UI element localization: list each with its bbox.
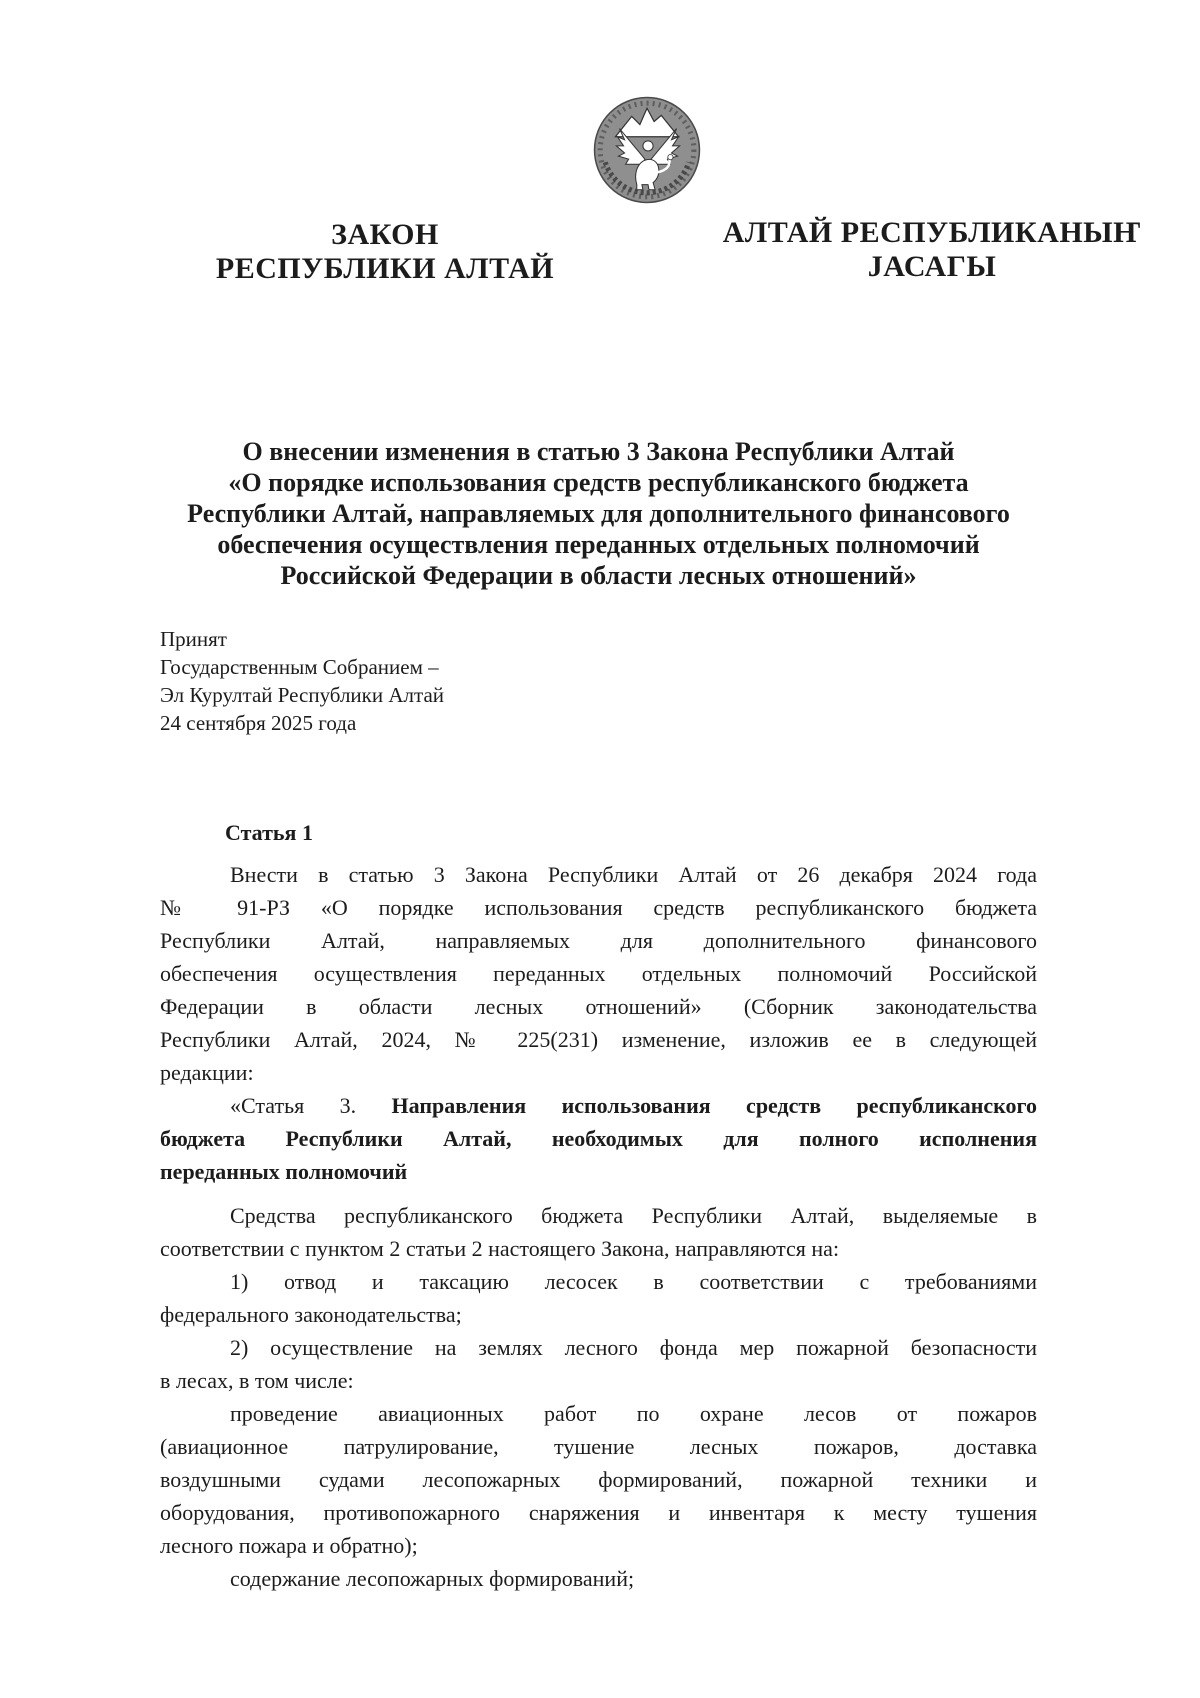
masthead-altai-line1: АЛТАЙ РЕСПУБЛИКАНЫҤ	[722, 216, 1142, 249]
document-title	[160, 436, 1037, 591]
list-item-1-line: 1) отвод и таксацию лесосек в соответствии с требованиями	[230, 1269, 1037, 1294]
body-line: обеспечения осуществления переданных отдельных полномочий Российской	[160, 961, 1037, 986]
body-line: Республики Алтай, 2024, № 225(231) изменение, изложив ее в следующей	[160, 1027, 1037, 1052]
sub-item-line: содержание лесопожарных формирований;	[230, 1566, 635, 1591]
title-line: О внесении изменения в статью 3 Закона Республики Алтай	[242, 437, 955, 466]
adoption-line: Государственным Собранием –	[160, 655, 439, 679]
statya3-bold-text: Направления использования средств республиканского	[391, 1093, 1037, 1118]
adoption-line: Эл Курултай Республики Алтай	[160, 683, 445, 707]
masthead-altai-line2: ЈАСАГЫ	[867, 250, 997, 283]
masthead-russian-line2: РЕСПУБЛИКИ АЛТАЙ	[215, 252, 555, 285]
title-line: «О порядке использования средств республиканского бюджета	[228, 468, 969, 497]
body-line: соответствии с пунктом 2 статьи 2 настоящего Закона, направляются на:	[160, 1236, 840, 1261]
masthead-russian	[165, 218, 605, 286]
article-1-heading: Статья 1	[225, 820, 313, 845]
body-line: № 91-РЗ «О порядке использования средств республиканского бюджета	[160, 895, 1037, 920]
body-line: Федерации в области лесных отношений» (Сборник законодательства	[160, 994, 1037, 1019]
body-line: Республики Алтай, направляемых для дополнительного финансового	[160, 928, 1037, 953]
list-item-2-line: 2) осуществление на землях лесного фонда мер пожарной безопасности	[230, 1335, 1037, 1360]
sub-item-line: оборудования, противопожарного снаряжения и инвентаря к месту тушения	[160, 1500, 1037, 1525]
list-item-2-line: в лесах, в том числе:	[160, 1368, 354, 1393]
griffin-head	[643, 141, 653, 151]
statya3-prefix: «Статья 3.	[230, 1093, 392, 1118]
sub-item-line: проведение авиационных работ по охране лесов от пожаров	[230, 1401, 1037, 1426]
title-line: Российской Федерации в области лесных отношений»	[280, 561, 917, 590]
griffin-tail-tuft	[668, 154, 673, 159]
masthead-russian-line1: ЗАКОН	[331, 218, 439, 251]
masthead-altai	[712, 216, 1152, 284]
list-item-1-line: федерального законодательства;	[160, 1302, 462, 1327]
adoption-line: Принят	[160, 627, 227, 651]
sub-item-line: (авиационное патрулирование, тушение лесных пожаров, доставка	[160, 1434, 1037, 1459]
body-line: редакции:	[160, 1060, 254, 1085]
adoption-date: 24 сентября 2025 года	[160, 711, 357, 735]
statya3-heading-line	[160, 1089, 1037, 1122]
altai-coat-of-arms-emblem	[592, 94, 702, 206]
adoption-block	[160, 625, 760, 737]
article-1	[160, 816, 1037, 1595]
title-line: обеспечения осуществления переданных отдельных полномочий	[217, 530, 980, 559]
body-line: Внести в статью 3 Закона Республики Алтай от 26 декабря 2024 года	[230, 862, 1037, 887]
statya3-heading-line: переданных полномочий	[160, 1159, 408, 1184]
title-line: Республики Алтай, направляемых для дополнительного финансового	[187, 499, 1010, 528]
statya3-heading-line: бюджета Республики Алтай, необходимых для полного исполнения	[160, 1126, 1037, 1151]
sub-item-line: лесного пожара и обратно);	[160, 1533, 418, 1558]
sub-item-line: воздушными судами лесопожарных формирований, пожарной техники и	[160, 1467, 1037, 1492]
body-line: Средства республиканского бюджета Республики Алтай, выделяемые в	[230, 1203, 1037, 1228]
